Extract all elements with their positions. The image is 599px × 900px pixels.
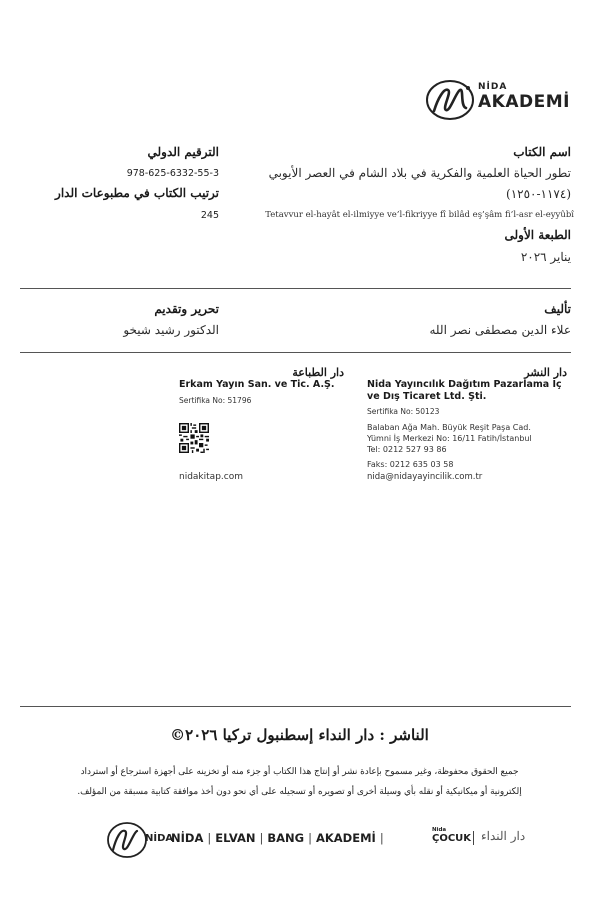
brand-bar [105, 820, 526, 860]
publisher-block [367, 366, 567, 483]
dar-alnidaa-logo: دار النداء [481, 829, 526, 843]
order-value: 245 [200, 210, 219, 221]
brand-akademi: AKADEMİ [315, 831, 376, 845]
logo-line1: NİDA [478, 82, 508, 92]
qr-code-icon[interactable] [179, 423, 209, 453]
publisher-cert: Sertifika No: 50123 [367, 407, 440, 416]
edition-label: الطبعة الأولى [504, 228, 571, 242]
publisher-fax: Faks: 0212 635 03 58 [367, 460, 454, 469]
publisher-email[interactable]: nida@nidayayincilik.com.tr [367, 472, 483, 482]
publisher-label: دار النشر [524, 366, 567, 379]
order-label: ترتيب الكتاب في مطبوعات الدار [55, 186, 219, 200]
divider-top [20, 288, 571, 289]
publisher-address2: Yümni İş Merkezi No: 16/11 Fatih/İstanbul [367, 434, 532, 443]
book-years: (١١٧٤-١٢٥٠) [506, 187, 571, 201]
publisher-address1: Balaban Ağa Mah. Büyük Reşit Paşa Cad. [367, 423, 531, 432]
printer-block [179, 366, 344, 405]
isbn-label: الترقيم الدولي [147, 145, 219, 159]
nida-akademi-logo [424, 78, 570, 122]
copyright-title: الناشر : دار النداء إسطنبول تركيا ٢٠٢٦© [170, 726, 429, 744]
printer-website[interactable]: nidakitap.com [179, 472, 243, 482]
nida-script-logo-icon [424, 78, 480, 122]
edition-date: يناير ٢٠٢٦ [520, 250, 571, 264]
printer-cert: Sertifika No: 51796 [179, 396, 252, 405]
divider-bottom [20, 706, 571, 707]
book-title: تطور الحياة العلمية والفكرية في بلاد الشام في العصر الأيوبي [268, 166, 571, 180]
divider-middle [20, 352, 571, 353]
brand-bang: BANG [267, 831, 305, 845]
rights-line2: إلكترونية أو ميكانيكية أو نقله بأي وسيلة أخرى أو تصويره أو تسجيله على أي نحو دون أخذ موافقة كتابية مسبقة من المؤلف. [77, 787, 522, 797]
cocuk-large: ÇOCUK [432, 833, 472, 844]
author-label: تأليف [544, 302, 571, 316]
publisher-name-line1: Nida Yayıncılık Dağıtım Pazarlama İç [367, 379, 562, 390]
rights-line1: جميع الحقوق محفوظة، وغير مسموح بإعادة نشر أو إنتاج هذا الكتاب أو جزء منه أو تخزينه على أجهزة استرجاع أو استرداد [80, 767, 519, 777]
publisher-tel: Tel: 0212 527 93 86 [367, 445, 447, 454]
isbn-value: 978-625-6332-55-3 [126, 168, 219, 179]
brand-separator [473, 831, 474, 845]
rights-notice [28, 762, 571, 802]
book-title-label: اسم الكتاب [513, 145, 571, 159]
logo-line2: AKADEMİ [478, 92, 570, 112]
brand-elvan: ELVAN [215, 831, 256, 845]
editor-label: تحرير وتقديم [154, 302, 219, 316]
book-transliteration: Tetavvur el-hayât el-ilmiyye ve’l-fikriyye fî bilâd eş’şâm fi’l-asr el-eyyûbî [265, 210, 574, 220]
editor-name: الدكتور رشيد شيخو [123, 323, 219, 337]
publisher-name-line2: ve Dış Ticaret Ltd. Şti. [367, 391, 487, 402]
brand-cocuk [432, 827, 471, 845]
author-name: علاء الدين مصطفى نصر الله [429, 323, 571, 337]
nida-circle-logo-icon [105, 820, 174, 860]
nida-logo-text: NİDA [145, 833, 174, 844]
printer-name: Erkam Yayın San. ve Tic. A.Ş. [179, 379, 335, 390]
cocuk-small: Nida [432, 827, 447, 833]
printer-label: دار الطباعة [292, 366, 344, 379]
brand-names: NİDA | ELVAN | BANG | AKADEMİ | [171, 831, 384, 845]
brand-nida: NİDA [171, 831, 204, 845]
